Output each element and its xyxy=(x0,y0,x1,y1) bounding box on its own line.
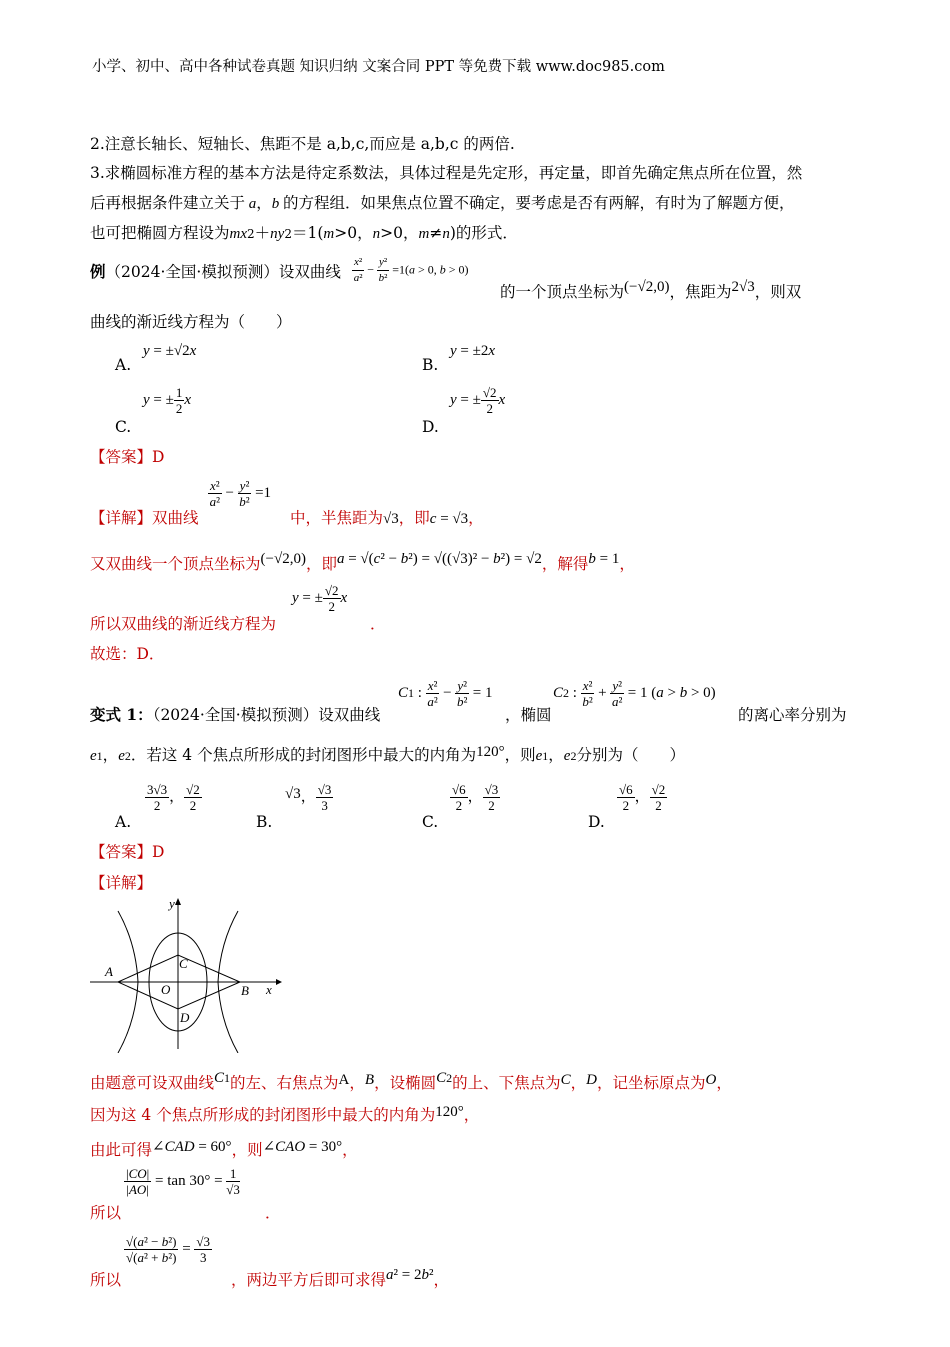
option-label: B. xyxy=(422,356,439,374)
x-axis-arrow xyxy=(276,979,282,985)
variant-2b: ，则 xyxy=(504,746,536,764)
example-option-b-expr: y = ±2x xyxy=(450,343,496,359)
option-label: D. xyxy=(588,813,605,831)
conic-figure xyxy=(88,893,288,1053)
example-mid3: ，则双 xyxy=(754,283,802,301)
label-y: y xyxy=(169,896,175,911)
example-line1 xyxy=(90,262,341,282)
variant-option-a xyxy=(115,812,131,832)
variant-text5 xyxy=(90,1270,121,1290)
variant-line1 xyxy=(90,705,380,725)
detail-2c: ，解得 xyxy=(541,555,589,573)
label-x: x xyxy=(266,982,272,997)
detail-asymptote: y = ± $\frac{√2}{2}$ x xyxy=(292,583,348,614)
variant-mid2: 的离心率分别为 xyxy=(738,706,847,724)
variant-c1: C1 : $\frac{\text{x²}}{\text{a²}}$ − $\frac{\text{y²}}{\text{b²}}$ = 1 xyxy=(398,678,493,709)
variant-option-b xyxy=(256,812,272,832)
note-3-line2: 后再根据条件建立关于 a，b 的方程组．如果焦点位置不确定，要考虑是否有两解，有时为了解题方便， xyxy=(90,194,795,212)
variant-2b-text: ， xyxy=(463,1106,480,1124)
variant-detail-label: 【详解】 xyxy=(90,874,153,892)
example-answer: 【答案】D xyxy=(90,448,165,466)
example-line2: 曲线的渐近线方程为（ ） xyxy=(90,313,292,331)
example-vertex: (−√2,0) xyxy=(624,279,670,295)
example-source: （2024·全国·模拟预测）设双曲线 xyxy=(105,263,341,281)
note-3-line3: 也可把椭圆方程设为mx2＋ny2＝1(m>0，n>0，m≠n)的形式． xyxy=(90,224,518,242)
detail-line2: 又双曲线一个顶点坐标为(−√2,0)，即a = √(c² − b²) = √((√3)² − b²) = √2，解得b = 1， xyxy=(90,551,635,573)
example-mid1: 的一个顶点坐标为 xyxy=(500,283,625,301)
variant-option-d xyxy=(588,812,605,832)
detail-1d: ， xyxy=(468,509,484,527)
option-label: C. xyxy=(115,418,132,436)
option-label: A. xyxy=(115,356,132,374)
variant-1c: ，设椭圆 xyxy=(374,1074,437,1092)
detail-1c: ，即 xyxy=(398,509,430,527)
variant-2a-text: 因为这 4 个焦点所形成的封闭图形中最大的内角为 xyxy=(90,1106,436,1124)
variant-option-a-expr: $\frac{3√3}{2}$ ， $\frac{√2}{2}$ xyxy=(147,782,200,813)
variant-2a: ．若这 4 个焦点所形成的封闭图形中最大的内角为 xyxy=(130,746,477,764)
label-c: C xyxy=(179,956,188,971)
note-3-line2-a: 后再根据条件建立关于 xyxy=(90,194,246,212)
variant-text2: 因为这 4 个焦点所形成的封闭图形中最大的内角为120°， xyxy=(90,1104,480,1124)
variant-text3: 由此可得∠CAD = 60°，则∠CAO = 30°， xyxy=(90,1139,358,1159)
note-2: 2.注意长轴长、短轴长、焦距不是 a,b,c,而应是 a,b,c 的两倍. xyxy=(90,135,515,153)
detail-2b: ，即 xyxy=(305,555,337,573)
variant-4a: 所以 xyxy=(90,1204,122,1222)
example-label: 例 xyxy=(90,262,106,281)
variant-1e: ，记坐标原点为 xyxy=(597,1074,706,1092)
variant-text1: 由题意可设双曲线C1的左、右焦点为A，B，设椭圆C2的上、下焦点为C，D，记坐标原点为O， xyxy=(90,1070,732,1092)
option-label: D. xyxy=(422,418,439,436)
variant-text4-end: ． xyxy=(265,1204,281,1222)
example-option-d xyxy=(422,417,439,437)
label-o: O xyxy=(161,982,171,997)
detail-1a: 双曲线 xyxy=(152,509,199,527)
example-option-c xyxy=(115,417,131,437)
variant-answer: 【答案】D xyxy=(90,843,165,861)
variant-tan-eq: $\frac{|CO|}{|AO|}$ = tan 30° = $\frac{1}{√3}$ xyxy=(126,1166,240,1197)
variant-5b: ，两边平方后即可求得 xyxy=(231,1271,387,1289)
variant-3c: ， xyxy=(342,1141,358,1159)
variant-3b: ，则 xyxy=(231,1141,263,1159)
detail-3a: 所以双曲线的渐近线方程为 xyxy=(90,615,277,633)
variant-option-b-expr: √3， $\frac{√3}{3}$ xyxy=(285,782,332,813)
option-label: B. xyxy=(256,813,273,831)
label-d: D xyxy=(180,1010,190,1025)
example-option-a xyxy=(115,355,131,375)
detail-2d: ， xyxy=(619,555,635,573)
label-a: A xyxy=(105,964,113,979)
variant-option-c xyxy=(422,812,438,832)
detail-line3 xyxy=(90,614,276,634)
detail-eq: $\frac{\text{x²}}{\text{a²}}$ − $\frac{\text{y²}}{\text{b²}}$ =1 xyxy=(209,478,272,509)
example-option-a-expr: y = ±√2x xyxy=(143,343,197,359)
option-label: A. xyxy=(115,813,132,831)
variant-option-c-expr: $\frac{√6}{2}$ ， $\frac{√3}{2}$ xyxy=(452,782,499,813)
variant-1f: ， xyxy=(716,1074,732,1092)
note-3-line2-b: 的方程组．如果焦点位置不确定，要考虑是否有两解，有时为了解题方便， xyxy=(283,194,795,212)
variant-option-d-expr: $\frac{√6}{2}$ ， $\frac{√2}{2}$ xyxy=(619,782,666,813)
variant-line2: e1，e2．若这 4 个焦点所形成的封闭图形中最大的内角为120°，则e1，e2分别为（ ） xyxy=(90,744,685,764)
example-equation: $\frac{\text{x²}}{\text{a²}}$ − $\frac{\text{y²}}{\text{b²}}$ =1(a > 0, b > 0) xyxy=(353,256,469,284)
variant-3a: 由此可得 xyxy=(90,1141,153,1159)
example-option-c-expr: y = ± $\frac{1}{2}$ x xyxy=(143,385,192,416)
detail-line1 xyxy=(90,508,199,528)
variant-c2: C2 : $\frac{\text{x²}}{\text{b²}}$ + $\frac{\text{y²}}{\text{a²}}$ = 1 (a > b > 0) xyxy=(553,678,716,709)
variant-2c: 分别为（ ） xyxy=(576,746,685,764)
example-mid2: ，焦距为 xyxy=(669,283,732,301)
variant-1d: 的上、下焦点为 xyxy=(452,1074,561,1092)
label-b: B xyxy=(241,983,249,998)
variant-1a: 由题意可设双曲线 xyxy=(90,1074,215,1092)
variant-1b: 的左、右焦点为 xyxy=(230,1074,339,1092)
page-header: 小学、初中、高中各种试卷真题 知识归纳 文案合同 PPT 等免费下载 www.doc985.com xyxy=(92,59,665,75)
detail-line1-b: 中，半焦距为√3，即c = √3， xyxy=(290,509,484,527)
variant-text5-b: ，两边平方后即可求得a² = 2b²， xyxy=(231,1267,449,1289)
note-3-line3-a: 也可把椭圆方程设为 xyxy=(90,224,230,242)
detail-1b: 中，半焦距为 xyxy=(290,509,384,527)
variant-5a: 所以 xyxy=(90,1271,122,1289)
detail-line3-end: ． xyxy=(370,615,386,633)
variant-ratio-eq: $\frac{\text{√(a² − b²)}}{\text{√(a² + b²)}}$ = $\frac{√3}{3}$ xyxy=(126,1234,211,1265)
note-3-line1: 3.求椭圆标准方程的基本方法是待定系数法，具体过程是先定形，再定量，即首先确定焦点所在位置，然 xyxy=(90,164,803,182)
variant-label: 变式 1： xyxy=(90,705,153,724)
option-label: C. xyxy=(422,813,439,831)
example-focal: 2√3 xyxy=(731,279,755,295)
detail-2a: 又双曲线一个顶点坐标为 xyxy=(90,555,261,573)
variant-mid1: ，椭圆 xyxy=(505,706,552,724)
variant-5c: ， xyxy=(433,1271,449,1289)
variant-source: （2024·全国·模拟预测）设双曲线 xyxy=(152,706,381,724)
detail-line4: 故选：D． xyxy=(90,645,165,663)
detail-label: 【详解】 xyxy=(90,509,153,527)
note-3-line3-b: 的形式． xyxy=(455,224,518,242)
example-option-d-expr: y = ± $\frac{√2}{2}$ x xyxy=(450,385,506,416)
variant-text4 xyxy=(90,1203,121,1223)
example-line1-tail xyxy=(500,279,802,303)
example-option-b xyxy=(422,355,438,375)
variant-angle: 120° xyxy=(476,744,505,760)
y-axis-arrow xyxy=(175,898,181,905)
